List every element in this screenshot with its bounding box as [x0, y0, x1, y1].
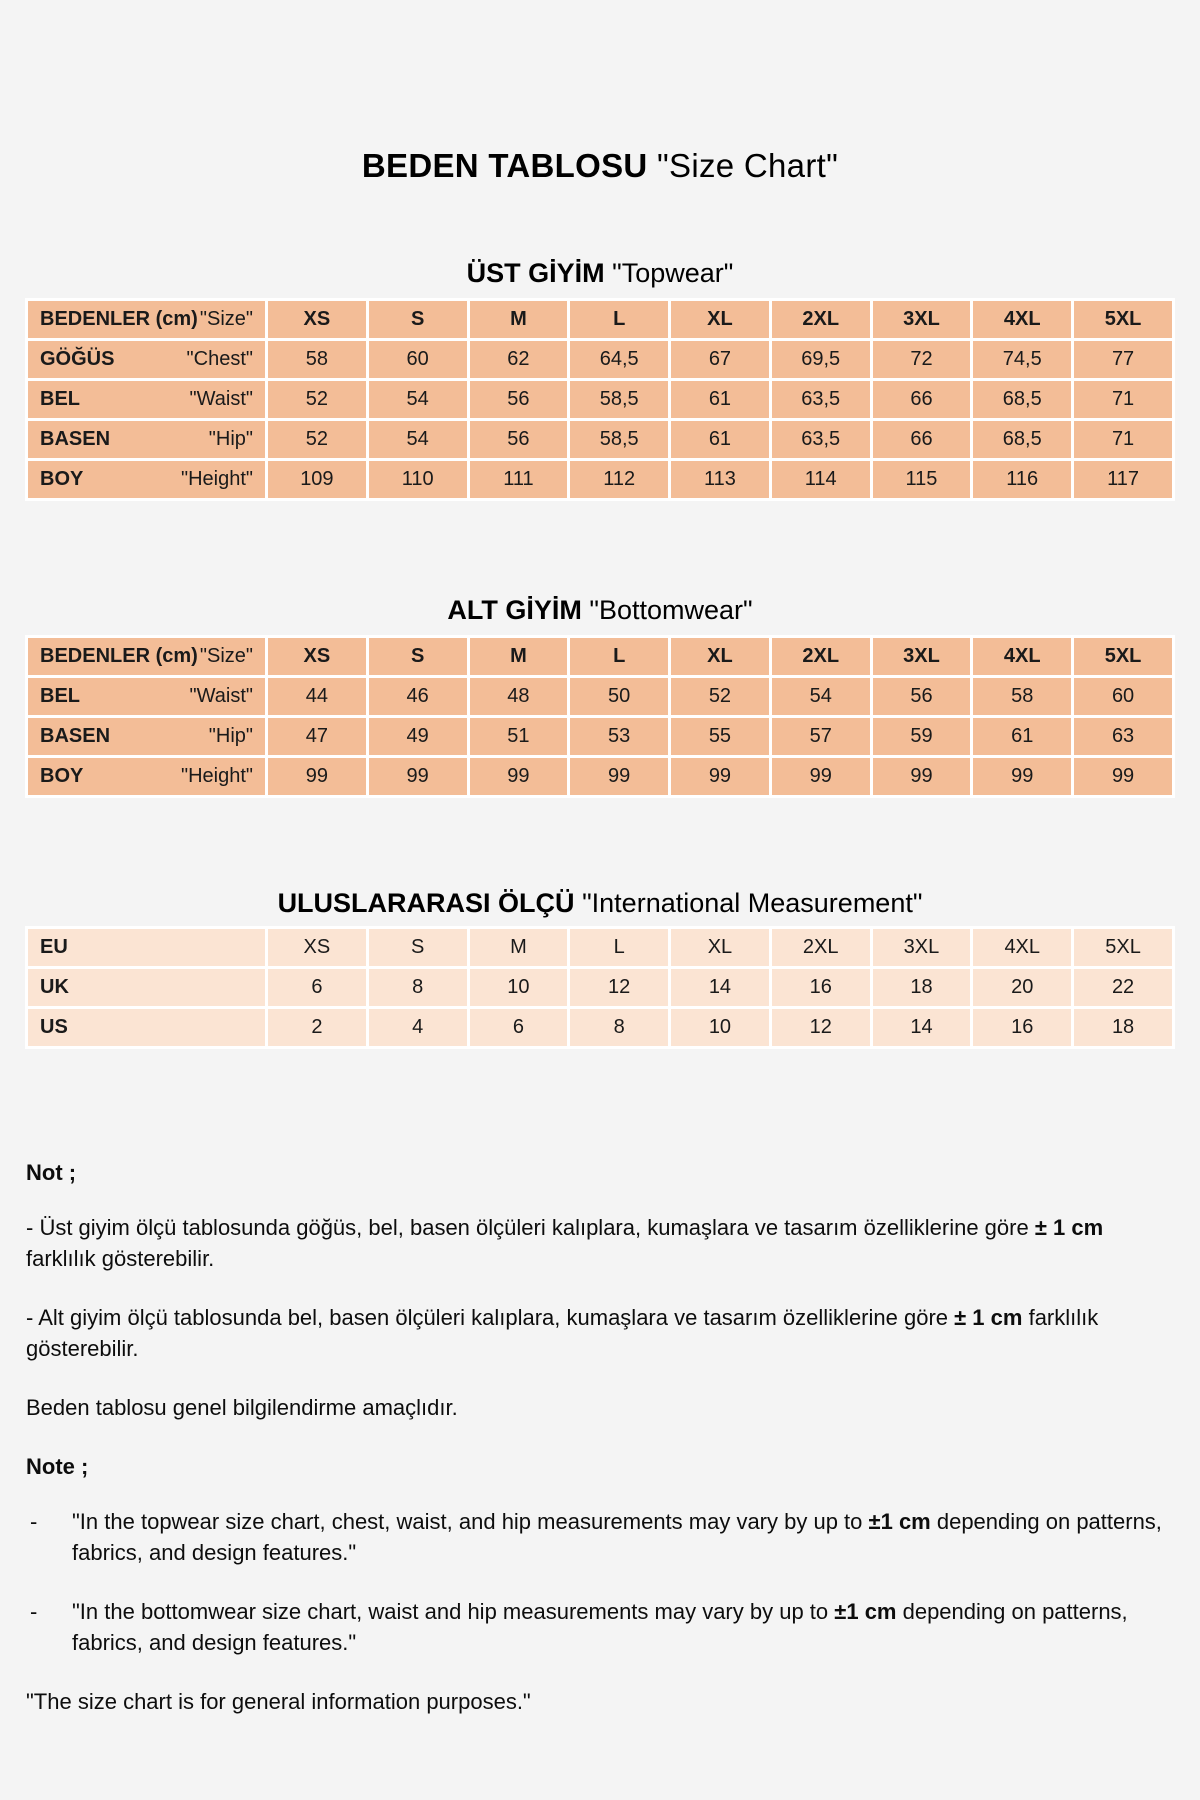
- value-cell: 10: [468, 968, 569, 1008]
- section-heading-bottomwear-tr: ALT GİYİM: [447, 595, 582, 625]
- page-title-sub: "Size Chart": [657, 147, 839, 184]
- note-text: "In the topwear size chart, chest, waist, and hip measurements may vary by up to: [72, 1509, 869, 1534]
- section-heading-topwear-tr: ÜST GİYİM: [466, 258, 605, 288]
- note-text: "In the bottomwear size chart, waist and hip measurements may vary by up to: [72, 1599, 835, 1624]
- row-label-tr: BOY: [40, 468, 84, 490]
- value-cell: 57: [770, 717, 871, 757]
- value-cell: 8: [569, 1008, 670, 1048]
- value-cell: 113: [670, 460, 771, 500]
- value-cell: 14: [871, 1008, 972, 1048]
- international-row: [27, 928, 1174, 968]
- size-header-cell: M: [468, 300, 569, 340]
- row-label-cell: [27, 300, 267, 340]
- value-cell: 52: [670, 677, 771, 717]
- row-label-wrap: [40, 308, 253, 331]
- row-label-wrap: [40, 348, 253, 371]
- international-table-container: [0, 926, 1200, 1049]
- row-label-wrap: [40, 428, 253, 451]
- value-cell: 56: [468, 420, 569, 460]
- emphasis-text: ± 1 cm: [954, 1305, 1023, 1330]
- value-cell: 4: [367, 1008, 468, 1048]
- value-cell: 12: [770, 1008, 871, 1048]
- value-cell: 16: [770, 968, 871, 1008]
- section-heading-bottomwear: [0, 593, 1200, 627]
- value-cell: 117: [1073, 460, 1174, 500]
- topwear-row: [27, 420, 1174, 460]
- value-cell: 47: [267, 717, 368, 757]
- value-cell: 20: [972, 968, 1073, 1008]
- note-topwear-tr: [26, 1212, 1174, 1274]
- emphasis-text: Note ;: [26, 1454, 89, 1479]
- notes-section: [26, 1157, 1174, 1717]
- value-cell: 69,5: [770, 340, 871, 380]
- bottomwear-row: [27, 717, 1174, 757]
- size-header-cell: 4XL: [972, 637, 1073, 677]
- value-cell: 99: [468, 757, 569, 797]
- row-label-tr: BEDENLER (cm): [40, 645, 198, 667]
- size-header-cell: 5XL: [1073, 300, 1174, 340]
- bottomwear-table-container: [0, 635, 1200, 798]
- row-label-en: "Chest": [186, 348, 253, 370]
- value-cell: 115: [871, 460, 972, 500]
- section-heading-topwear: [0, 256, 1200, 290]
- section-heading-topwear-en: "Topwear": [612, 258, 734, 288]
- international-row: [27, 968, 1174, 1008]
- value-cell: 116: [972, 460, 1073, 500]
- row-label-en: "Waist": [189, 388, 253, 410]
- row-label-tr: BASEN: [40, 725, 111, 747]
- row-label-en: "Height": [180, 765, 253, 787]
- value-cell: 8: [367, 968, 468, 1008]
- row-label-wrap: [40, 1016, 253, 1039]
- value-cell: 111: [468, 460, 569, 500]
- row-label-cell: [27, 677, 267, 717]
- value-cell: 112: [569, 460, 670, 500]
- row-label-tr: BEDENLER (cm): [40, 308, 198, 330]
- row-label-en: "Size": [199, 645, 253, 667]
- note-heading-en: [26, 1451, 1174, 1482]
- size-header-cell: L: [569, 300, 670, 340]
- value-cell: 50: [569, 677, 670, 717]
- topwear-row: [27, 340, 1174, 380]
- size-header-cell: M: [468, 637, 569, 677]
- value-cell: 54: [367, 380, 468, 420]
- value-cell: 2XL: [770, 928, 871, 968]
- note-general-en: [26, 1686, 1174, 1717]
- section-bottomwear: [0, 593, 1200, 798]
- value-cell: 66: [871, 380, 972, 420]
- value-cell: 60: [367, 340, 468, 380]
- value-cell: 14: [670, 968, 771, 1008]
- value-cell: 63,5: [770, 420, 871, 460]
- row-label-en: "Waist": [189, 685, 253, 707]
- note-text: depending on patterns, fabrics, and design features.": [72, 1599, 1128, 1655]
- size-table-topwear: [25, 298, 1175, 501]
- row-label-tr: BEL: [40, 685, 80, 707]
- size-table-international: [25, 926, 1175, 1049]
- bottomwear-row: [27, 637, 1174, 677]
- page-title-main: BEDEN TABLOSU: [361, 147, 648, 184]
- value-cell: 53: [569, 717, 670, 757]
- value-cell: 6: [468, 1008, 569, 1048]
- value-cell: 61: [670, 420, 771, 460]
- value-cell: 99: [569, 757, 670, 797]
- size-header-cell: 5XL: [1073, 637, 1174, 677]
- note-topwear-en-text: [72, 1506, 1174, 1568]
- row-label-cell: [27, 757, 267, 797]
- row-label-wrap: [40, 468, 253, 491]
- bullet-dash: -: [30, 1509, 38, 1534]
- size-header-cell: 4XL: [972, 300, 1073, 340]
- row-label-wrap: [40, 976, 253, 999]
- row-label-tr: BEL: [40, 388, 80, 410]
- note-text: - Üst giyim ölçü tablosunda göğüs, bel, basen ölçüleri kalıplara, kumaşlara ve tasarım özelliklerine göre: [26, 1215, 1035, 1240]
- value-cell: 61: [670, 380, 771, 420]
- value-cell: 5XL: [1073, 928, 1174, 968]
- row-label-cell: [27, 420, 267, 460]
- row-label-wrap: [40, 645, 253, 668]
- value-cell: 62: [468, 340, 569, 380]
- note-general-tr: [26, 1392, 1174, 1423]
- row-label-wrap: [40, 388, 253, 411]
- size-header-cell: XL: [670, 637, 771, 677]
- row-label-wrap: [40, 936, 253, 959]
- size-header-cell: L: [569, 637, 670, 677]
- value-cell: 52: [267, 380, 368, 420]
- value-cell: 99: [972, 757, 1073, 797]
- value-cell: 64,5: [569, 340, 670, 380]
- page-title: [0, 0, 1200, 186]
- row-label-tr: EU: [40, 936, 68, 958]
- note-topwear-en: [26, 1506, 1174, 1568]
- note-text: "The size chart is for general information purposes.": [26, 1689, 531, 1714]
- value-cell: 99: [367, 757, 468, 797]
- note-bottomwear-en: [26, 1596, 1174, 1658]
- row-label-tr: UK: [40, 976, 69, 998]
- value-cell: 16: [972, 1008, 1073, 1048]
- bullet-dash: -: [30, 1599, 38, 1624]
- row-label-cell: [27, 968, 267, 1008]
- value-cell: 67: [670, 340, 771, 380]
- value-cell: 110: [367, 460, 468, 500]
- value-cell: 22: [1073, 968, 1174, 1008]
- row-label-cell: [27, 1008, 267, 1048]
- value-cell: 58,5: [569, 380, 670, 420]
- row-label-cell: [27, 717, 267, 757]
- note-heading-tr: [26, 1157, 1174, 1188]
- value-cell: 99: [267, 757, 368, 797]
- size-header-cell: S: [367, 300, 468, 340]
- value-cell: 18: [1073, 1008, 1174, 1048]
- value-cell: 48: [468, 677, 569, 717]
- size-header-cell: 2XL: [770, 637, 871, 677]
- row-label-cell: [27, 637, 267, 677]
- value-cell: 59: [871, 717, 972, 757]
- row-label-cell: [27, 340, 267, 380]
- section-heading-international-en: "International Measurement": [582, 888, 923, 918]
- row-label-wrap: [40, 685, 253, 708]
- section-heading-international: [0, 886, 1200, 920]
- value-cell: 63: [1073, 717, 1174, 757]
- value-cell: 61: [972, 717, 1073, 757]
- value-cell: 60: [1073, 677, 1174, 717]
- row-label-tr: GÖĞÜS: [40, 348, 115, 370]
- row-label-wrap: [40, 765, 253, 788]
- note-text: farklılık gösterebilir.: [26, 1305, 1099, 1361]
- value-cell: 56: [871, 677, 972, 717]
- size-header-cell: XL: [670, 300, 771, 340]
- size-header-cell: 2XL: [770, 300, 871, 340]
- value-cell: 77: [1073, 340, 1174, 380]
- section-topwear: [0, 256, 1200, 501]
- topwear-row: [27, 300, 1174, 340]
- value-cell: 55: [670, 717, 771, 757]
- topwear-row: [27, 380, 1174, 420]
- value-cell: 2: [267, 1008, 368, 1048]
- row-label-en: "Height": [180, 468, 253, 490]
- section-international: [0, 886, 1200, 1049]
- size-header-cell: 3XL: [871, 300, 972, 340]
- value-cell: 74,5: [972, 340, 1073, 380]
- value-cell: XS: [267, 928, 368, 968]
- value-cell: 99: [871, 757, 972, 797]
- value-cell: L: [569, 928, 670, 968]
- row-label-cell: [27, 460, 267, 500]
- value-cell: 99: [770, 757, 871, 797]
- value-cell: 58: [972, 677, 1073, 717]
- note-text: depending on patterns, fabrics, and design features.": [72, 1509, 1162, 1565]
- value-cell: 54: [770, 677, 871, 717]
- value-cell: 114: [770, 460, 871, 500]
- emphasis-text: Not ;: [26, 1160, 77, 1185]
- topwear-table-container: [0, 298, 1200, 501]
- note-text: Beden tablosu genel bilgilendirme amaçlıdır.: [26, 1395, 458, 1420]
- value-cell: 3XL: [871, 928, 972, 968]
- value-cell: S: [367, 928, 468, 968]
- value-cell: 10: [670, 1008, 771, 1048]
- value-cell: 18: [871, 968, 972, 1008]
- emphasis-text: ±1 cm: [834, 1599, 897, 1624]
- emphasis-text: ±1 cm: [868, 1509, 931, 1534]
- value-cell: 68,5: [972, 420, 1073, 460]
- value-cell: 71: [1073, 420, 1174, 460]
- value-cell: 63,5: [770, 380, 871, 420]
- section-heading-international-tr: ULUSLARARASI ÖLÇÜ: [277, 888, 575, 918]
- international-row: [27, 1008, 1174, 1048]
- note-text: - Alt giyim ölçü tablosunda bel, basen ölçüleri kalıplara, kumaşlara ve tasarım özelliklerine göre: [26, 1305, 955, 1330]
- note-bottomwear-tr: [26, 1302, 1174, 1364]
- value-cell: 46: [367, 677, 468, 717]
- size-header-cell: XS: [267, 300, 368, 340]
- value-cell: 51: [468, 717, 569, 757]
- row-label-cell: [27, 928, 267, 968]
- row-label-tr: US: [40, 1016, 68, 1038]
- note-bottomwear-en-text: [72, 1596, 1174, 1658]
- size-table-bottomwear: [25, 635, 1175, 798]
- bottomwear-row: [27, 677, 1174, 717]
- value-cell: 49: [367, 717, 468, 757]
- value-cell: 58: [267, 340, 368, 380]
- value-cell: XL: [670, 928, 771, 968]
- row-label-wrap: [40, 725, 253, 748]
- value-cell: 99: [670, 757, 771, 797]
- value-cell: 54: [367, 420, 468, 460]
- row-label-en: "Size": [199, 308, 253, 330]
- section-heading-bottomwear-en: "Bottomwear": [589, 595, 753, 625]
- value-cell: 71: [1073, 380, 1174, 420]
- value-cell: 99: [1073, 757, 1174, 797]
- topwear-row: [27, 460, 1174, 500]
- value-cell: 58,5: [569, 420, 670, 460]
- value-cell: 12: [569, 968, 670, 1008]
- size-header-cell: XS: [267, 637, 368, 677]
- row-label-tr: BASEN: [40, 428, 111, 450]
- row-label-en: "Hip": [208, 428, 253, 450]
- emphasis-text: ± 1 cm: [1034, 1215, 1104, 1240]
- value-cell: 52: [267, 420, 368, 460]
- value-cell: 109: [267, 460, 368, 500]
- value-cell: 72: [871, 340, 972, 380]
- row-label-cell: [27, 380, 267, 420]
- value-cell: 68,5: [972, 380, 1073, 420]
- row-label-en: "Hip": [208, 725, 253, 747]
- row-label-tr: BOY: [40, 765, 84, 787]
- size-header-cell: 3XL: [871, 637, 972, 677]
- bottomwear-row: [27, 757, 1174, 797]
- note-text: farklılık gösterebilir.: [26, 1246, 215, 1271]
- size-header-cell: S: [367, 637, 468, 677]
- value-cell: 56: [468, 380, 569, 420]
- value-cell: 4XL: [972, 928, 1073, 968]
- value-cell: 66: [871, 420, 972, 460]
- value-cell: 6: [267, 968, 368, 1008]
- value-cell: 44: [267, 677, 368, 717]
- value-cell: M: [468, 928, 569, 968]
